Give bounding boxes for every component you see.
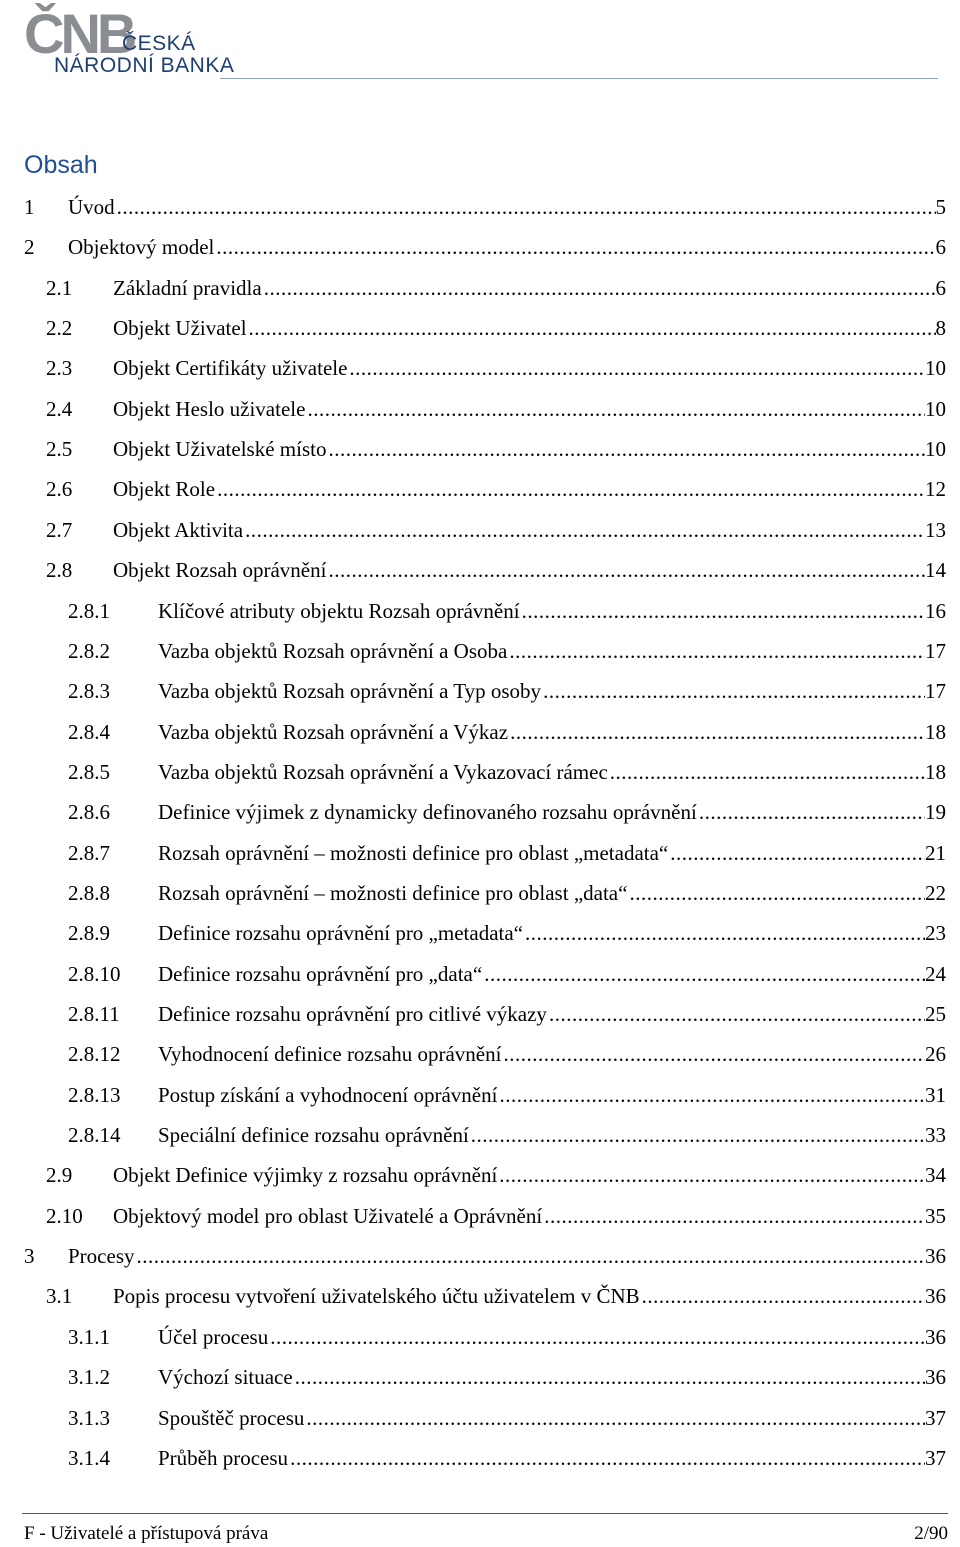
toc-entry-title: Průběh procesu — [158, 1445, 289, 1470]
toc-entry-title: Rozsah oprávnění – možnosti definice pro oblast „data“ — [158, 880, 628, 905]
toc-dot-leader — [640, 1276, 925, 1316]
cnb-logo: ČNB — [24, 2, 134, 65]
toc-entry[interactable] — [0, 994, 960, 1034]
toc-entry[interactable] — [0, 671, 960, 711]
toc-entry-title: Objekt Uživatel — [113, 316, 247, 341]
toc-entry-page: 17 — [925, 679, 946, 704]
toc-dot-leader — [608, 752, 925, 792]
toc-entry[interactable] — [0, 631, 960, 671]
toc-entry[interactable] — [0, 1075, 960, 1115]
toc-entry-number: 2.8.12 — [68, 1042, 121, 1067]
toc-entry-page: 34 — [925, 1163, 946, 1188]
toc-entry-page: 24 — [925, 961, 946, 986]
footer-document-title: F - Uživatelé a přístupová práva — [24, 1523, 269, 1544]
toc-entry-page: 19 — [925, 800, 946, 825]
toc-entry-title: Speciální definice rozsahu oprávnění — [158, 1123, 469, 1148]
toc-entry-number: 3.1.2 — [68, 1365, 110, 1390]
toc-entry-title: Popis procesu vytvoření uživatelského účtu uživatelem v ČNB — [113, 1284, 640, 1309]
toc-entry[interactable] — [0, 1438, 960, 1478]
toc-dot-leader — [668, 833, 925, 873]
toc-entry-title: Objektový model — [68, 235, 215, 260]
toc-dot-leader — [523, 913, 925, 953]
toc-entry[interactable] — [0, 1317, 960, 1357]
toc-entry-number: 2.6 — [46, 477, 73, 502]
toc-entry-title: Procesy — [68, 1244, 135, 1269]
toc-dot-leader — [262, 268, 936, 308]
toc-entry-page: 6 — [935, 235, 946, 260]
toc-entry-page: 13 — [925, 517, 946, 542]
logo-text-line2: NÁRODNÍ BANKA — [54, 54, 235, 77]
toc-entry[interactable] — [0, 913, 960, 953]
toc-entry-number: 2.8.5 — [68, 759, 110, 784]
toc-entry-page: 16 — [925, 598, 946, 623]
toc-dot-leader — [542, 1196, 925, 1236]
toc-entry-title: Objekt Aktivita — [113, 517, 244, 542]
toc-entry-number: 2.8.8 — [68, 880, 110, 905]
toc-entry-title: Účel procesu — [158, 1324, 269, 1349]
toc-entry-number: 3 — [24, 1244, 35, 1269]
toc-entry-title: Spouštěč procesu — [158, 1405, 305, 1430]
toc-entry-number: 2.8.2 — [68, 638, 110, 663]
toc-entry-page: 18 — [925, 719, 946, 744]
toc-entry-title: Vazba objektů Rozsah oprávnění a Osoba — [158, 638, 508, 663]
header-divider — [220, 78, 938, 79]
toc-entry-number: 2.9 — [46, 1163, 73, 1188]
toc-entry-number: 3.1.1 — [68, 1324, 110, 1349]
toc-entry-page: 25 — [925, 1002, 946, 1026]
toc-entry-number: 2.8.14 — [68, 1123, 121, 1148]
toc-entry[interactable] — [0, 833, 960, 873]
toc-entry-title: Rozsah oprávnění – možnosti definice pro oblast „metadata“ — [158, 840, 669, 865]
toc-entry-page: 35 — [925, 1203, 946, 1228]
toc-entry[interactable] — [0, 348, 960, 388]
toc-entry[interactable] — [0, 187, 960, 227]
toc-dot-leader — [304, 1398, 925, 1438]
toc-entry[interactable] — [0, 308, 960, 348]
toc-entry[interactable] — [0, 1236, 960, 1276]
toc-entry-number: 2.2 — [46, 316, 73, 341]
toc-entry[interactable] — [0, 389, 960, 429]
toc-entry-number: 2.8 — [46, 558, 73, 583]
toc-entry-title: Výchozí situace — [158, 1365, 293, 1390]
toc-entry[interactable] — [0, 550, 960, 590]
toc-entry-title: Vazba objektů Rozsah oprávnění a Typ osoby — [158, 679, 542, 704]
toc-entry-number: 2.5 — [46, 437, 73, 462]
toc-entry-number: 1 — [24, 195, 35, 219]
toc-entry[interactable] — [0, 591, 960, 631]
toc-entry[interactable] — [0, 1398, 960, 1438]
footer-divider — [22, 1513, 948, 1514]
toc-dot-leader — [326, 429, 925, 469]
toc-entry-title: Definice rozsahu oprávnění pro „data“ — [158, 961, 483, 986]
toc-entry[interactable] — [0, 792, 960, 832]
toc-entry[interactable] — [0, 1357, 960, 1397]
toc-entry-title: Vyhodnocení definice rozsahu oprávnění — [158, 1042, 502, 1067]
toc-dot-leader — [507, 631, 925, 671]
toc-entry[interactable] — [0, 429, 960, 469]
toc-entry-title: Objekt Role — [113, 477, 216, 502]
toc-entry-number: 2.8.3 — [68, 679, 110, 704]
toc-entry-page: 36 — [925, 1324, 946, 1349]
toc-entry-number: 3.1.4 — [68, 1445, 110, 1470]
toc-entry-page: 8 — [935, 316, 946, 341]
toc-entry[interactable] — [0, 873, 960, 913]
toc-entry-title: Postup získání a vyhodnocení oprávnění — [158, 1082, 498, 1107]
toc-entry-title: Objekt Uživatelské místo — [113, 437, 327, 462]
toc-dot-leader — [482, 954, 925, 994]
toc-dot-leader — [520, 591, 925, 631]
toc-entry-number: 2.3 — [46, 356, 73, 381]
toc-dot-leader — [547, 994, 925, 1034]
toc-dot-leader — [215, 469, 925, 509]
toc-entry-page: 26 — [925, 1042, 946, 1067]
footer-page-number: 2/90 — [914, 1523, 948, 1544]
toc-entry[interactable] — [0, 268, 960, 308]
toc-entry-page: 36 — [925, 1244, 946, 1269]
toc-dot-leader — [115, 187, 936, 227]
toc-entry-page: 10 — [925, 437, 946, 462]
toc-dot-leader — [469, 1115, 925, 1155]
toc-entry[interactable] — [0, 752, 960, 792]
toc-dot-leader — [541, 671, 925, 711]
toc-entry-page: 6 — [935, 275, 946, 300]
toc-entry-title: Definice rozsahu oprávnění pro „metadata“ — [158, 921, 523, 946]
toc-entry-number: 2.8.1 — [68, 598, 110, 623]
toc-entry-page: 22 — [925, 880, 946, 905]
toc-dot-leader — [508, 712, 925, 752]
toc-entry[interactable] — [0, 469, 960, 509]
toc-entry-page: 31 — [925, 1082, 946, 1107]
toc-dot-leader — [268, 1317, 925, 1357]
toc-dot-leader — [627, 873, 925, 913]
toc-entry-title: Definice rozsahu oprávnění pro citlivé výkazy — [158, 1002, 547, 1026]
toc-entry-number: 2.7 — [46, 517, 73, 542]
toc-entry-page: 5 — [935, 195, 946, 219]
toc-entry[interactable] — [0, 510, 960, 550]
toc-dot-leader — [135, 1236, 926, 1276]
toc-entry-title: Objekt Rozsah oprávnění — [113, 558, 327, 583]
toc-entry[interactable] — [0, 227, 960, 267]
toc-entry-page: 33 — [925, 1123, 946, 1148]
toc-dot-leader — [326, 550, 925, 590]
toc-dot-leader — [497, 1155, 925, 1195]
toc-entry[interactable] — [0, 1276, 960, 1316]
toc-entry-title: Objektový model pro oblast Uživatelé a Oprávnění — [113, 1203, 543, 1228]
toc-entry-number: 2.8.4 — [68, 719, 110, 744]
toc-entry-number: 2.8.11 — [68, 1002, 120, 1026]
toc-entry-page: 18 — [925, 759, 946, 784]
toc-entry-number: 2 — [24, 235, 35, 260]
toc-entry-page: 37 — [925, 1445, 946, 1470]
toc-entry[interactable] — [0, 954, 960, 994]
toc-dot-leader — [501, 1034, 925, 1074]
toc-entry-number: 3.1.3 — [68, 1405, 110, 1430]
toc-entry[interactable] — [0, 1034, 960, 1074]
toc-entry-page: 36 — [925, 1284, 946, 1309]
toc-entry[interactable] — [0, 1155, 960, 1195]
toc-entry-title: Vazba objektů Rozsah oprávnění a Výkaz — [158, 719, 509, 744]
toc-dot-leader — [347, 348, 925, 388]
toc-entry-title: Úvod — [68, 195, 115, 219]
toc-entry-page: 21 — [925, 840, 946, 865]
toc-dot-leader — [288, 1438, 925, 1478]
toc-entry-number: 2.8.7 — [68, 840, 110, 865]
page-header — [0, 0, 960, 90]
toc-entry-number: 2.8.13 — [68, 1082, 121, 1107]
toc-entry-page: 12 — [925, 477, 946, 502]
logo-text-line1: ČESKÁ — [122, 32, 196, 55]
toc-entry-page: 23 — [925, 921, 946, 946]
toc-dot-leader — [305, 389, 925, 429]
toc-dot-leader — [293, 1357, 925, 1397]
toc-entry-title: Objekt Heslo uživatele — [113, 396, 306, 421]
toc-entry-page: 36 — [925, 1365, 946, 1390]
toc-dot-leader — [243, 510, 925, 550]
toc-entry-number: 3.1 — [46, 1284, 73, 1309]
toc-entry-number: 2.1 — [46, 275, 73, 300]
toc-entry-page: 37 — [925, 1405, 946, 1430]
toc-entry-number: 2.8.9 — [68, 921, 110, 946]
toc-entry-number: 2.4 — [46, 396, 73, 421]
toc-entry-title: Základní pravidla — [113, 275, 262, 300]
toc-entry-title: Definice výjimek z dynamicky definovaného rozsahu oprávnění — [158, 800, 697, 825]
toc-entry-page: 17 — [925, 638, 946, 663]
toc-entry-title: Vazba objektů Rozsah oprávnění a Vykazovací rámec — [158, 759, 608, 784]
toc-entry-title: Objekt Certifikáty uživatele — [113, 356, 348, 381]
toc-entry-page: 10 — [925, 396, 946, 421]
toc-entry[interactable] — [0, 1115, 960, 1155]
toc-entry-number: 2.8.10 — [68, 961, 121, 986]
toc-entry-number: 2.10 — [46, 1203, 83, 1228]
toc-dot-leader — [697, 792, 925, 832]
toc-dot-leader — [497, 1075, 925, 1115]
toc-entry[interactable] — [0, 1196, 960, 1236]
toc-entry-page: 14 — [925, 558, 946, 583]
toc-entry-number: 2.8.6 — [68, 800, 110, 825]
toc-entry-title: Klíčové atributy objektu Rozsah oprávnění — [158, 598, 520, 623]
toc-title: Obsah — [24, 151, 98, 179]
toc-entry[interactable] — [0, 712, 960, 752]
toc-entry-title: Objekt Definice výjimky z rozsahu oprávnění — [113, 1163, 498, 1188]
toc-dot-leader — [247, 308, 936, 348]
toc-entry-page: 10 — [925, 356, 946, 381]
toc-dot-leader — [214, 227, 935, 267]
